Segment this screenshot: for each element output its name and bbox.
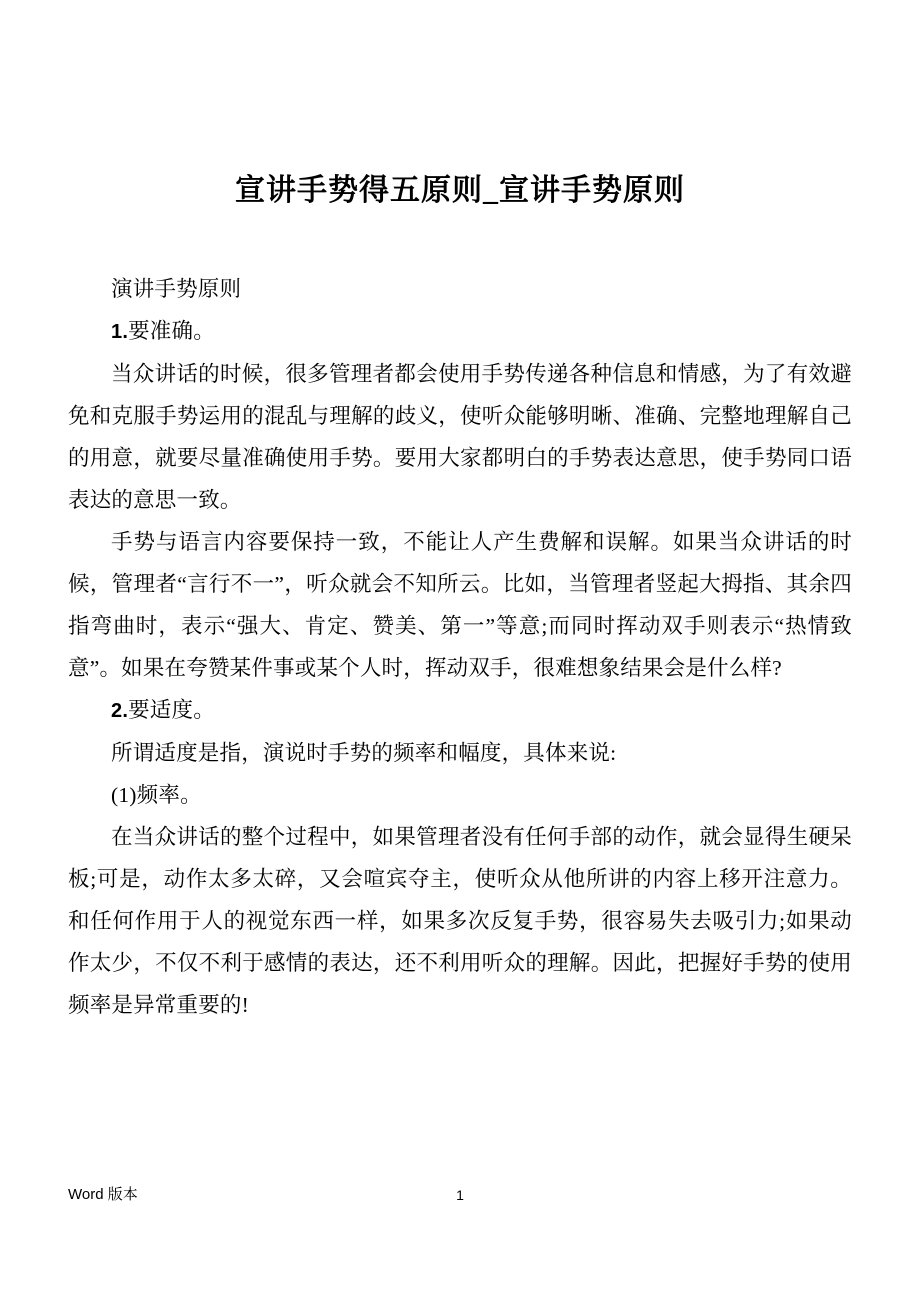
document-body <box>68 268 852 1026</box>
page-title: 宣讲手势得五原则_宣讲手势原则 <box>235 174 685 208</box>
list-text: 要准确。 <box>128 319 215 343</box>
list-number: 1. <box>111 321 129 343</box>
paragraph-moderate-intro: 所谓适度是指，演说时手势的频率和幅度，具体来说: <box>111 741 617 765</box>
paragraph-item-1-accurate <box>68 310 852 353</box>
paragraph-item-1-frequency: (1)频率。 <box>111 783 202 807</box>
list-text: 要适度。 <box>128 698 215 722</box>
page-footer <box>0 1184 920 1210</box>
footer-label: Word 版本 <box>68 1186 138 1203</box>
list-number: 2. <box>111 700 129 722</box>
footer-page-number: 1 <box>456 1187 464 1203</box>
paragraph-accurate-2: 手势与语言内容要保持一致，不能让人产生费解和误解。如果当众讲话的时候，管理者“言行不一”，听众就会不知所云。比如，当管理者竖起大拇指、其余四指弯曲时，表示“强大、肯定、赞美、第一”等意;而同时挥动双手则表示“热情致意”。如果在夸赞某件事或某个人时，挥动双手，很难想象结果会是什么样? <box>68 530 852 680</box>
paragraph-item-2-moderate <box>68 689 852 732</box>
paragraph-accurate-1: 当众讲话的时候，很多管理者都会使用手势传递各种信息和情感，为了有效避免和克服手势运用的混乱与理解的歧义，使听众能够明晰、准确、完整地理解自己的用意，就要尽量准确使用手势。要用大家都明白的手势表达意思，使手势同口语表达的意思一致。 <box>68 362 852 512</box>
paragraph-frequency-1: 在当众讲话的整个过程中，如果管理者没有任何手部的动作，就会显得生硬呆板;可是，动作太多太碎，又会喧宾夺主，使听众从他所讲的内容上移开注意力。和任何作用于人的视觉东西一样，如果多次反复手势，很容易失去吸引力;如果动作太少，不仅不利于感情的表达，还不利用听众的理解。因此，把握好手势的使用频率是异常重要的! <box>68 825 852 1017</box>
paragraph-heading-principles: 演讲手势原则 <box>111 277 242 301</box>
